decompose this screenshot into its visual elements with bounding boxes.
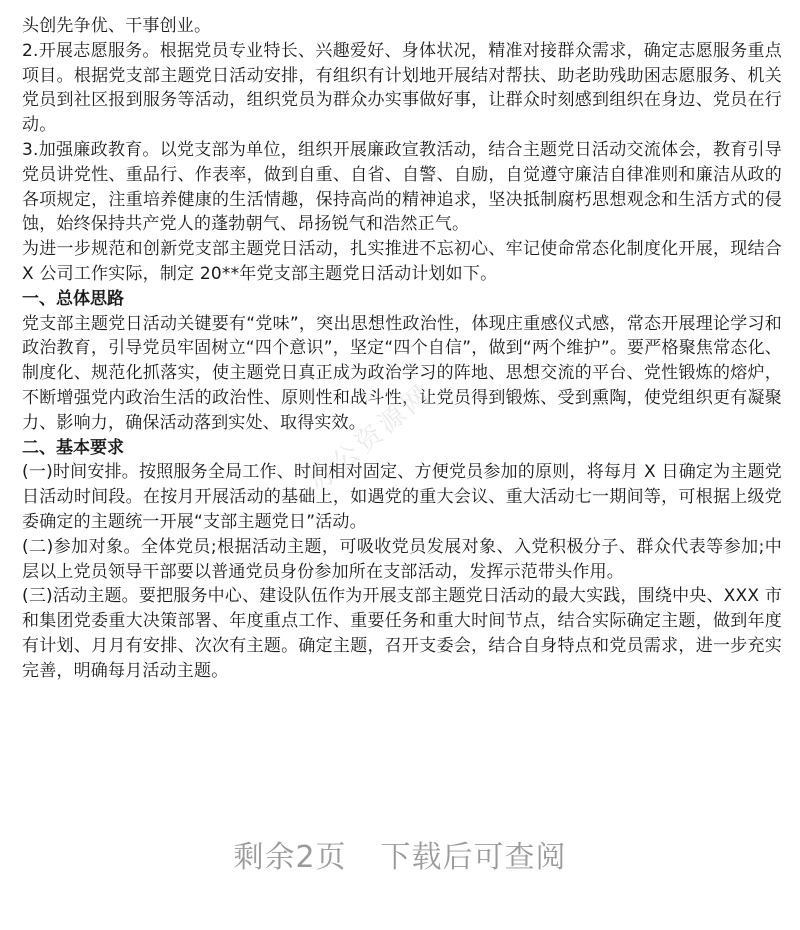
paragraph-integrity-education: 3.加强廉政教育。以党支部为单位，组织开展廉政宣教活动，结合主题党日活动交流体会，教育引导党员讲党性、重品行、作表率，做到自重、自省、自警、自励，自觉遵守廉洁自律准则和廉洁从政的各项规定，注重培养健康的生活情趣，保持高尚的精神追求，坚决抵制腐朽思想观念和生活方式的侵蚀，始终保持共产党人的蓬勃朝气、昂扬锐气和浩然正气。 bbox=[22, 139, 782, 235]
paragraph-time-arrangement: (一)时间安排。按照服务全局工作、时间相对固定、方便党员参加的原则，将每月 X 日确定为主题党日活动时间段。在按月开展活动的基础上，如遇党的重大会议、重大活动七一期间等，可根据上级党委确定的主题统一开展“支部主题党日”活动。 bbox=[22, 462, 782, 532]
paragraph-volunteer-service: 2.开展志愿服务。根据党员专业特长、兴趣爱好、身体状况，精准对接群众需求，确定志愿服务重点项目。根据党支部主题党日活动安排，有组织有计划地开展结对帮扶、助老助残助困志愿服务、机关党员到社区报到服务等活动，组织党员为群众办实事做好事，让群众时刻感到组织在身边、党员在行动。 bbox=[22, 40, 782, 136]
paragraph-activity-theme: (三)活动主题。要把服务中心、建设队伍作为开展支部主题党日活动的最大实践，围绕中央、XXX 市和集团党委重大决策部署、年度重点工作、重要任务和重大时间节点，结合实际确定主题，做到年度有计划、月月有安排、次次有主题。确定主题，召开支委会，结合自身特点和党员需求，进一步充实完善，明确每月活动主题。 bbox=[22, 586, 783, 681]
download-prompt[interactable] bbox=[0, 832, 800, 876]
watermark: 办公资源网 bbox=[303, 378, 439, 498]
remaining-pages-text: 剩余2页 bbox=[233, 840, 347, 875]
heading-basic-requirements: 二、基本要求 bbox=[22, 437, 124, 458]
document-body bbox=[22, 0, 782, 684]
paragraph-participants: (二)参加对象。全体党员;根据活动主题，可吸收党员发展对象、入党积极分子、群众代表等参加;中层以上党员领导干部要以普通党员身份参加所在支部活动，发挥示范带头作用。 bbox=[22, 536, 782, 582]
intro-line: 头创先争优、干事创业。 bbox=[22, 16, 212, 36]
paragraph-overall-approach: 党支部主题党日活动关键要有“党味”，突出思想性政治性，体现庄重感仪式感，常态开展理论学习和政治教育，引导党员牢固树立“四个意识”，坚定“四个自信”，做到“两个维护”。要严格聚焦常态化、制度化、规范化抓落实，使主题党日真正成为政治学习的阵地、思想交流的平台、党性锻炼的熔炉，不断增强党内政治生活的政治性、原则性和战斗性，让党员得到锻炼、受到熏陶，使党组织更有凝聚力、影响力，确保活动落到实处、取得实效。 bbox=[22, 313, 782, 433]
paragraph-plan-intro: 为进一步规范和创新党支部主题党日活动，扎实推进不忘初心、牢记使命常态化制度化开展，现结合 X 公司工作实际，制定 20**年党支部主题党日活动计划如下。 bbox=[22, 239, 782, 284]
heading-overall-approach: 一、总体思路 bbox=[22, 288, 124, 309]
download-to-view-text: 下载后可查阅 bbox=[380, 840, 567, 875]
